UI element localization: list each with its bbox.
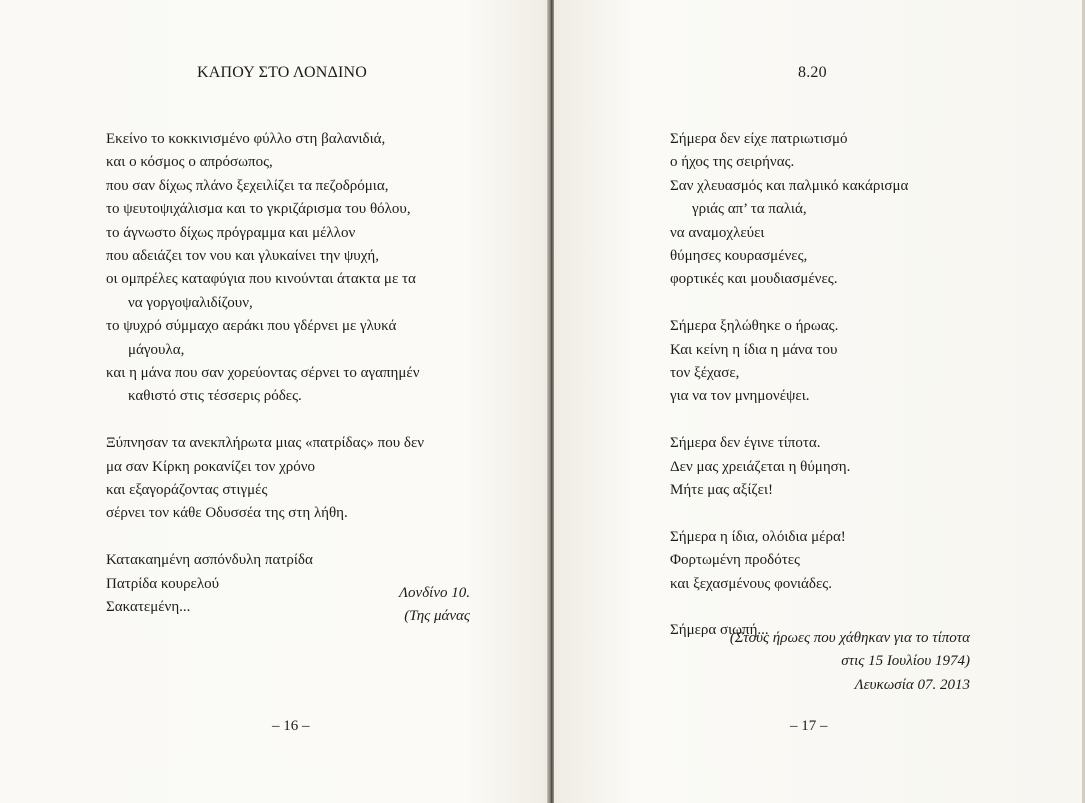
poem-line: τον ξέχασε, <box>670 365 740 382</box>
signature-line: (Στους ήρωες που χάθηκαν για το τίποτα <box>729 630 970 646</box>
poem-signature <box>674 627 970 697</box>
poem-line: Σακατεμένη... <box>106 599 191 616</box>
poem-line: οι ομπρέλες καταφύγια που κινούνται άτακτα με τα <box>106 271 416 288</box>
poem-line: φορτικές και μουδιασμένες. <box>670 271 838 288</box>
poem-line: Σήμερα η ίδια, ολόιδια μέρα! <box>670 528 846 545</box>
poem-line: ο ήχος της σειρήνας. <box>670 154 795 171</box>
poem-line: Δεν μας χρειάζεται η θύμηση. <box>670 458 851 475</box>
right-page <box>554 0 1085 803</box>
poem-line: και ο κόσμος ο απρόσωπος, <box>106 154 273 171</box>
poem-line: Σαν χλευασμός και παλμικό κακάρισμα <box>670 177 909 194</box>
poem-line: και ξεχασμένους φονιάδες. <box>670 575 832 592</box>
poem-line: Σήμερα ξηλώθηκε ο ήρωας. <box>670 318 839 335</box>
poem-line: θύμησες κουρασμένες, <box>670 248 808 265</box>
poem-line: μα σαν Κίρκη ροκανίζει τον χρόνο <box>106 458 316 475</box>
poem-line: γριάς απ’ τα παλιά, <box>692 201 807 218</box>
stanza <box>106 432 424 526</box>
poem-line: Σήμερα δεν έγινε τίποτα. <box>670 435 821 452</box>
poem-line: το άγνωστο δίχως πρόγραμμα και μέλλον <box>106 224 356 241</box>
poem-line: Πατρίδα κουρελού <box>106 575 220 592</box>
poem-line: το ψευτοψιχάλισμα και το γκριζάρισμα του θόλου, <box>106 201 411 218</box>
stanza <box>670 432 908 502</box>
poem-line: Και κείνη η ίδια η μάνα του <box>670 341 838 358</box>
signature-line: (Της μάνας <box>404 608 470 625</box>
poem-body <box>670 128 908 666</box>
stanza <box>670 315 908 409</box>
poem-line: να γοργοψαλιδίζουν, <box>128 294 253 311</box>
poem-body <box>106 128 424 643</box>
poem-line: Φορτωμένη προδότες <box>670 552 800 569</box>
poem-line: σέρνει τον κάθε Οδυσσέα της στη λήθη. <box>106 505 348 522</box>
poem-line: και η μάνα που σαν χορεύοντας σέρνει το αγαπημέν <box>106 365 420 382</box>
poem-line: το ψυχρό σύμμαχο αεράκι που γδέρνει με γλυκά <box>106 318 397 335</box>
signature-line: Λονδίνο 10. <box>398 585 470 601</box>
stanza <box>670 128 908 292</box>
page-number: – 17 – <box>790 718 828 734</box>
poem-line: Μήτε μας αξίζει! <box>670 482 773 499</box>
poem-line: και εξαγοράζοντας στιγμές <box>106 482 268 499</box>
poem-line: να αναμοχλεύει <box>670 224 765 241</box>
poem-signature <box>370 582 470 629</box>
poem-line: Ξύπνησαν τα ανεκπλήρωτα μιας «πατρίδας» που δεν <box>106 435 425 452</box>
stanza <box>106 128 424 409</box>
poem-line: για να τον μνημονέψει. <box>670 388 810 405</box>
page-number: – 16 – <box>272 718 310 734</box>
stanza <box>670 526 908 596</box>
poem-line: Σήμερα σιωπή... <box>670 622 769 639</box>
poem-title: ΚΑΠΟΥ ΣΤΟ ΛΟΝΔΙΝΟ <box>197 64 368 81</box>
poem-line: καθιστό στις τέσσερις ρόδες. <box>128 388 302 405</box>
signature-line: Λευκωσία 07. 2013 <box>854 676 970 693</box>
poem-line: που αδειάζει τον νου και γλυκαίνει την ψυχή, <box>106 248 379 265</box>
signature-line: στις 15 Ιουλίου 1974) <box>841 653 970 670</box>
poem-title: 8.20 <box>798 64 827 81</box>
poem-line: Εκείνο το κοκκινισμένο φύλλο στη βαλανιδιά, <box>106 131 386 147</box>
poem-line: που σαν δίχως πλάνο ξεχειλίζει τα πεζοδρόμια, <box>106 177 389 194</box>
poem-line: Σήμερα δεν είχε πατριωτισμό <box>670 131 848 147</box>
poem-line: Κατακαημένη ασπόνδυλη πατρίδα <box>106 552 313 569</box>
poem-line: μάγουλα, <box>128 341 185 358</box>
